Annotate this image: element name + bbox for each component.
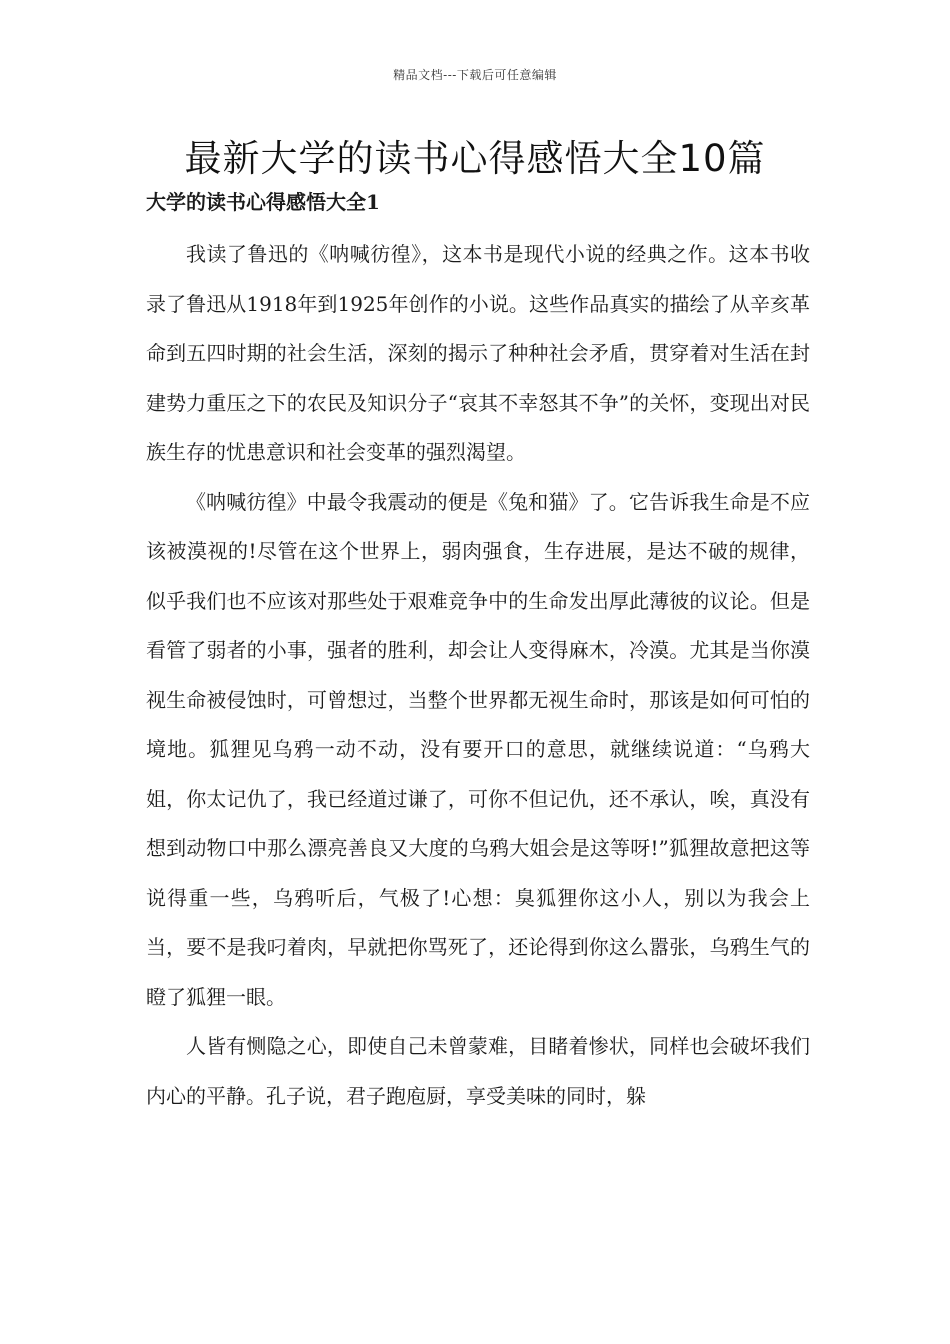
header-note: 精品文档---下载后可任意编辑 <box>393 68 557 82</box>
paragraph-1: 我读了鲁迅的《呐喊彷徨》，这本书是现代小说的经典之作。这本书收录了鲁迅从1918年到1925年创作的小说。这些作品真实的描绘了从辛亥革命到五四时期的社会生活，深刻的揭示了种种社会矛盾，贯穿着对生活在封建势力重压之下的农民及知识分子“哀其不幸怒其不争”的关怀，变现出对民族生存的忧患意识和社会变革的强烈渴望。 <box>146 242 810 464</box>
document-title: 最新大学的读书心得感悟大全10篇 <box>184 137 766 180</box>
paragraph-2: 《呐喊彷徨》中最令我震动的便是《兔和猫》了。它告诉我生命是不应该被漠视的!尽管在这个世界上，弱肉强食，生存进展，是达不破的规律，似乎我们也不应该对那些处于艰难竞争中的生命发出厚此薄彼的议论。但是看管了弱者的小事，强者的胜利，却会让人变得麻木，冷漠。尤其是当你漠视生命被侵蚀时，可曾想过，当整个世界都无视生命时，那该是如何可怕的境地。狐狸见乌鸦一动不动，没有要开口的意思，就继续说道：“乌鸦大姐，你太记仇了，我已经道过谦了，可你不但记仇，还不承认，唉，真没有想到动物口中那么漂亮善良又大度的乌鸦大姐会是这等呀!”狐狸故意把这等说得重一些，乌鸦听后，气极了!心想：臭狐狸你这小人，别以为我会上当，要不是我叼着肉，早就把你骂死了，还论得到你这么嚣张，乌鸦生气的瞪了狐狸一眼。 <box>146 489 810 1009</box>
document-body <box>146 230 810 1121</box>
paragraph-3: 人皆有恻隐之心，即使自己未曾蒙难，目睹着惨状，同样也会破坏我们内心的平静。孔子说，君子跑庖厨，享受美味的同时，躲 <box>146 1034 810 1108</box>
section-title: 大学的读书心得感悟大全1 <box>146 190 380 214</box>
